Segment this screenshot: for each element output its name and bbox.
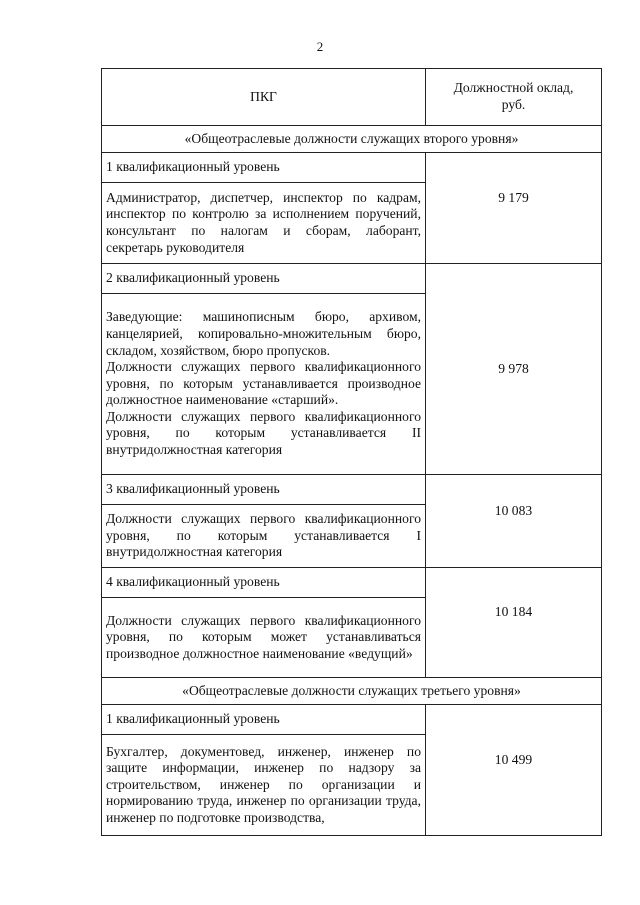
group-row	[102, 678, 602, 705]
salary-table	[101, 68, 602, 836]
salary-value: 10 083	[426, 475, 602, 568]
level-label: 4 квалификационный уровень	[102, 568, 426, 598]
level-label: 1 квалификационный уровень	[102, 153, 426, 183]
header-salary-line2: руб.	[501, 97, 526, 112]
group-title: «Общеотраслевые должности служащих второго уровня»	[102, 126, 602, 153]
description-paragraph: Должности служащих первого квалификационного уровня, по которым устанавливается II внутридолжностная категория	[106, 408, 421, 458]
description-paragraph: Должности служащих первого квалификационного уровня, по которым устанавливается I внутридолжностная категория	[106, 511, 421, 560]
description-paragraph: Заведующие: машинописным бюро, архивом, канцелярией, копировально-множительным бюро, складом, хозяйством, бюро пропусков.	[106, 309, 421, 358]
header-salary	[426, 69, 602, 126]
header-salary-line1: Должностной оклад,	[453, 80, 574, 96]
position-description	[102, 735, 426, 836]
description-paragraph: Должности служащих первого квалификационного уровня, по которым устанавливается производное должностное наименование «старший».	[106, 359, 421, 408]
salary-value: 10 499	[426, 705, 602, 836]
salary-value: 9 179	[426, 153, 602, 264]
level-row	[102, 475, 602, 505]
group-row	[102, 126, 602, 153]
level-label: 2 квалификационный уровень	[102, 264, 426, 294]
table-header-row	[102, 69, 602, 126]
position-description	[102, 598, 426, 678]
level-row	[102, 153, 602, 183]
level-label: 1 квалификационный уровень	[102, 705, 426, 735]
level-row	[102, 705, 602, 735]
header-pkg: ПКГ	[102, 69, 426, 126]
position-description	[102, 294, 426, 475]
page-number: 2	[316, 39, 324, 54]
group-title: «Общеотраслевые должности служащих третьего уровня»	[102, 678, 602, 705]
salary-value: 10 184	[426, 568, 602, 678]
level-row	[102, 264, 602, 294]
description-paragraph: Должности служащих первого квалификационного уровня, по которым может устанавливаться производное должностное наименование «ведущий»	[106, 612, 421, 661]
position-description	[102, 183, 426, 264]
level-row	[102, 568, 602, 598]
salary-value: 9 978	[426, 264, 602, 475]
position-description	[102, 505, 426, 568]
description-paragraph: Бухгалтер, документовед, инженер, инженер по защите информации, инженер по надзору за строительством, инженер по организации и нормированию труда, инженер по организации труда, инженер по подготовке производства,	[106, 743, 421, 825]
level-label: 3 квалификационный уровень	[102, 475, 426, 505]
description-paragraph: Администратор, диспетчер, инспектор по кадрам, инспектор по контролю за исполнением поручений, консультант по налогам и сборам, лаборант, секретарь руководителя	[106, 189, 421, 255]
